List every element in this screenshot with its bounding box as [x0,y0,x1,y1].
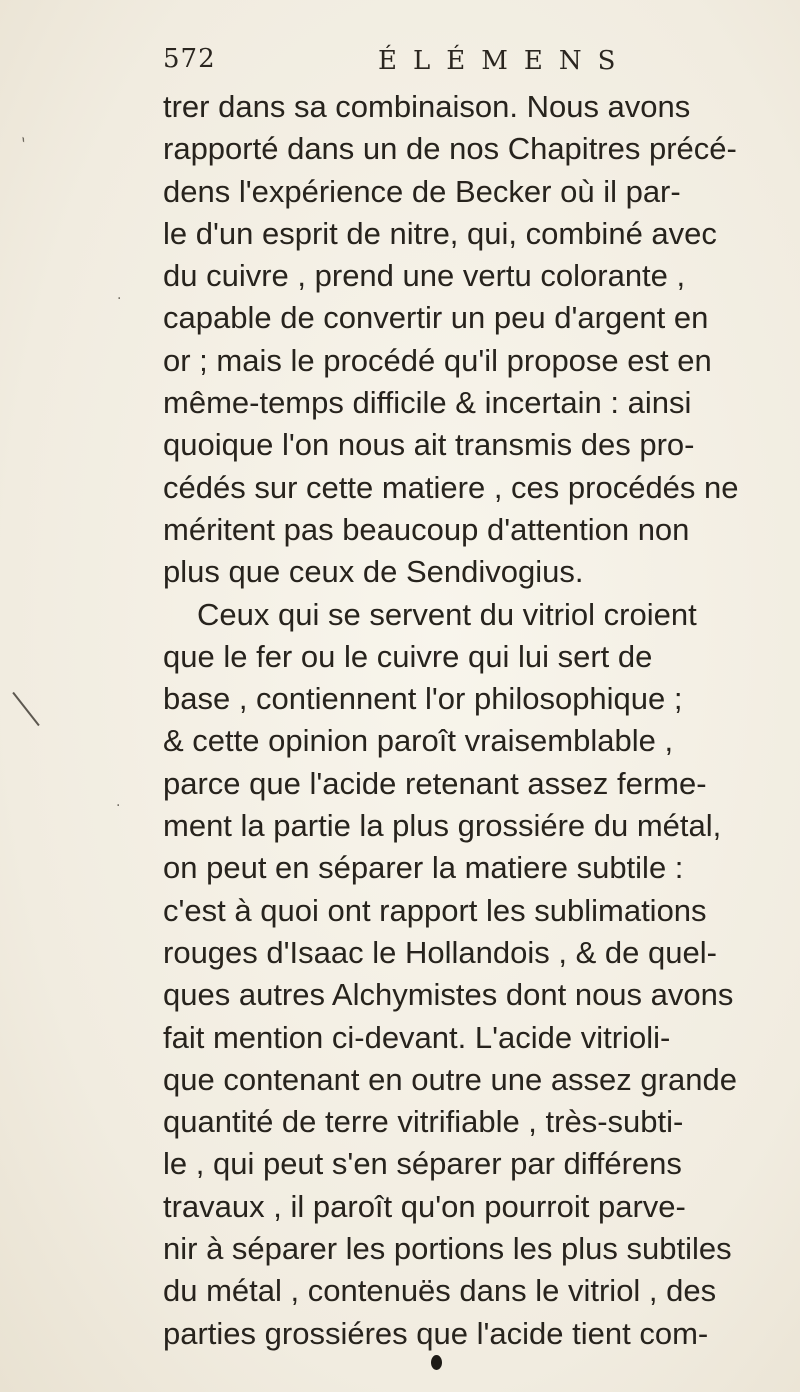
text-line: or ; mais le procédé qu'il propose est en [163,342,712,378]
text-line: quoique l'on nous ait transmis des pro- [163,427,695,463]
text-line: du cuivre , prend une vertu colorante , [163,258,686,294]
text-line: que le fer ou le cuivre qui lui sert de [163,638,653,674]
margin-dot: · [116,798,121,814]
margin-mark: ˋ [9,133,31,159]
text-line: plus que ceux de Sendivogius. [163,554,584,590]
ink-stain [431,1355,442,1370]
text-line: rouges d'Isaac le Hollandois , & de quel- [163,934,717,970]
text-line: dens l'expérience de Becker où il par- [163,173,681,209]
text-line: parties grossiéres que l'acide tient com- [163,1315,709,1351]
text-line: fait mention ci-devant. L'acide vitrioli- [163,1019,671,1055]
text-line: nir à séparer les portions les plus subtiles [163,1231,732,1267]
text-line: du métal , contenuës dans le vitriol , des [163,1273,717,1309]
text-line: c'est à quoi ont rapport les sublimations [163,892,707,928]
text-line: & cette opinion paroît vraisemblable , [163,723,674,759]
paragraph-first-line: Ceux qui se servent du vitriol croient [197,596,697,632]
text-line: que contenant en outre une assez grande [163,1061,737,1097]
running-title: ÉLÉMENS [378,46,632,76]
text-line: le , qui peut s'en séparer par différens [163,1146,682,1182]
margin-stroke [12,692,39,726]
text-line: base , contiennent l'or philosophique ; [163,681,683,717]
body-text [163,86,739,1355]
text-line: parce que l'acide retenant assez ferme- [163,765,707,801]
text-line: quantité de terre vitrifiable , très-subti- [163,1104,684,1140]
text-line: ment la partie la plus grossiére du métal, [163,808,722,844]
text-line: travaux , il paroît qu'on pourroit parve- [163,1188,686,1224]
text-line: méritent pas beaucoup d'attention non [163,511,690,547]
text-line: capable de convertir un peu d'argent en [163,300,709,336]
text-line: trer dans sa combinaison. Nous avons [163,89,691,124]
text-line: cédés sur cette matiere , ces procédés ne [163,469,739,505]
page-number: 572 [163,44,216,74]
margin-dot: · [117,291,122,307]
page-header [163,44,643,84]
text-line: le d'un esprit de nitre, qui, combiné avec [163,215,717,251]
text-line: même-temps difficile & incertain : ainsi [163,385,692,421]
text-line: rapporté dans un de nos Chapitres précé- [163,131,737,167]
text-line: on peut en séparer la matiere subtile : [163,850,684,886]
text-line: ques autres Alchymistes dont nous avons [163,977,734,1013]
